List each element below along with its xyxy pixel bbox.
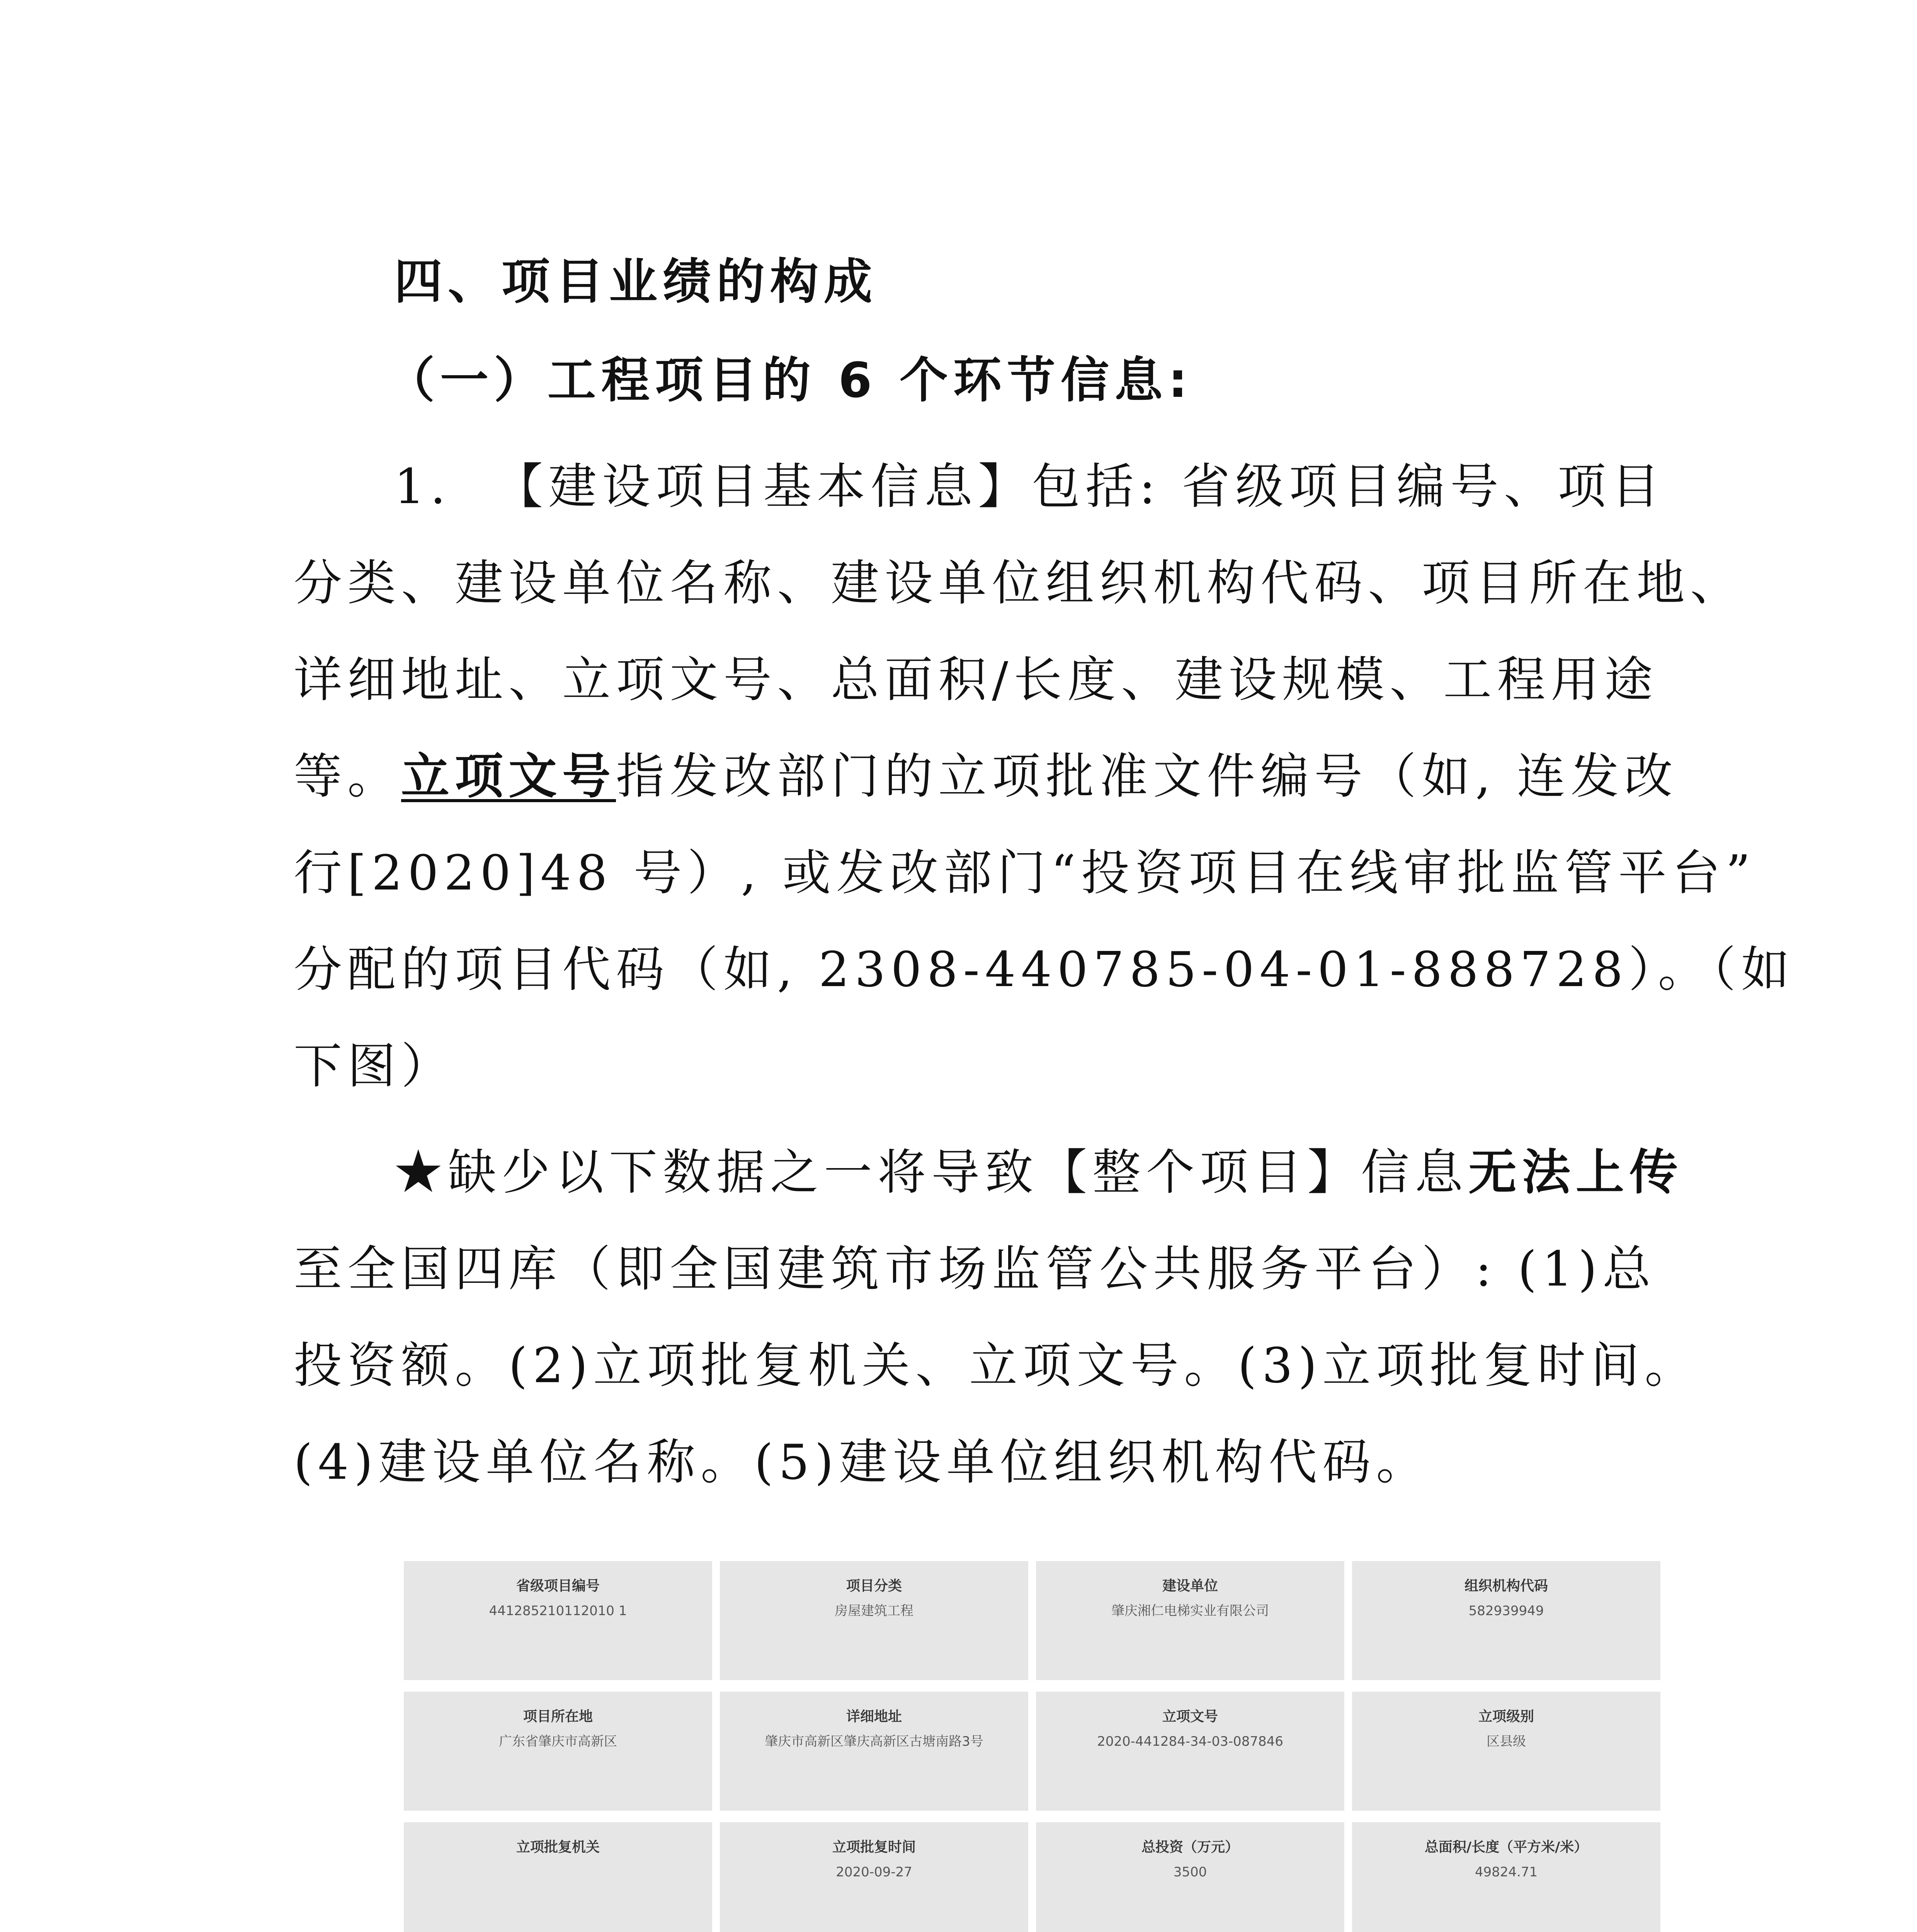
- item1-l4-post: 指发改部门的立项批准文件编号（如, 连发改: [616, 748, 1678, 804]
- info-cell-label: 立项批复时间: [832, 1839, 916, 1855]
- info-cell-label: 立项文号: [1162, 1709, 1218, 1725]
- info-cell-label: 建设单位: [1162, 1578, 1218, 1594]
- info-cell-label: 省级项目编号: [516, 1578, 600, 1594]
- info-cell-value: 肇庆湘仁电梯实业有限公司: [1111, 1603, 1269, 1619]
- item1-line-4: [294, 746, 1678, 808]
- info-cell-label: 项目分类: [846, 1578, 902, 1594]
- info-cell: [720, 1822, 1028, 1932]
- info-cell: [404, 1692, 712, 1811]
- info-cell-value: 广东省肇庆市高新区: [499, 1734, 617, 1749]
- info-cell: [1036, 1692, 1344, 1811]
- project-info-screenshot: [404, 1561, 1662, 1932]
- project-approval-number-term: 立项文号: [401, 748, 616, 804]
- item1-line-7: 下图）: [294, 1038, 455, 1094]
- info-cell-value: 3500: [1173, 1864, 1207, 1880]
- item1-text-1: 【建设项目基本信息】包括: 省级项目编号、项目: [495, 459, 1665, 515]
- section-subheading: （一）工程项目的 6 个环节信息:: [386, 352, 1193, 408]
- item1-line-5: 行[2020]48 号）, 或发改部门“投资项目在线审批监管平台”: [294, 845, 1756, 901]
- item1-line-2: 分类、建设单位名称、建设单位组织机构代码、项目所在地、: [294, 555, 1744, 611]
- info-cell: [720, 1692, 1028, 1811]
- info-cell-value: 441285210112010 1: [489, 1603, 627, 1619]
- warning-line-2: 至全国四库（即全国建筑市场监管公共服务平台）: (1)总: [294, 1241, 1656, 1297]
- info-cell-label: 详细地址: [846, 1709, 902, 1725]
- warning-pre: ★缺少以下数据之一将导致【整个项目】信息: [394, 1145, 1468, 1201]
- warning-line-1: [394, 1142, 1683, 1204]
- item1-line-3: 详细地址、立项文号、总面积/长度、建设规模、工程用途: [294, 652, 1658, 708]
- info-cell: [1036, 1822, 1344, 1932]
- info-cell-label: 立项批复机关: [516, 1839, 600, 1855]
- info-cell: [1036, 1561, 1344, 1680]
- info-cell: [1352, 1561, 1660, 1680]
- warning-line-4: (4)建设单位名称。(5)建设单位组织机构代码。: [294, 1434, 1430, 1490]
- item1-line-6: 分配的项目代码（如, 2308-440785-04-01-888728）。（如: [294, 942, 1795, 998]
- info-cell-value: 肇庆市高新区肇庆高新区古塘南路3号: [765, 1734, 983, 1749]
- info-cell-label: 总投资（万元）: [1141, 1839, 1239, 1855]
- info-cell-label: 总面积/长度（平方米/米）: [1424, 1839, 1588, 1855]
- item1-line-1: [294, 456, 1665, 518]
- info-cell-label: 组织机构代码: [1464, 1578, 1548, 1594]
- info-cell: [720, 1561, 1028, 1680]
- info-cell-value: 区县级: [1487, 1734, 1526, 1749]
- info-cell-value: 2020-441284-34-03-087846: [1097, 1734, 1283, 1749]
- warning-line-3: 投资额。(2)立项批复机关、立项文号。(3)立项批复时间。: [294, 1338, 1699, 1394]
- info-cell: [1352, 1692, 1660, 1811]
- info-cell-label: 项目所在地: [523, 1709, 593, 1725]
- info-cell-value: 房屋建筑工程: [835, 1603, 913, 1619]
- info-cell-value: 2020-09-27: [836, 1864, 912, 1880]
- info-cell: [404, 1561, 712, 1680]
- info-cell: [404, 1822, 712, 1932]
- section-heading: 四、项目业绩的构成: [394, 254, 878, 310]
- warning-bold: 无法上传: [1468, 1145, 1683, 1201]
- info-cell-value: 582939949: [1468, 1603, 1544, 1619]
- item1-number: 1.: [394, 459, 451, 515]
- item1-l4-pre: 等。: [294, 748, 401, 804]
- info-cell: [1352, 1822, 1660, 1932]
- info-cell-label: 立项级别: [1478, 1709, 1534, 1725]
- info-cell-value: 49824.71: [1475, 1864, 1538, 1880]
